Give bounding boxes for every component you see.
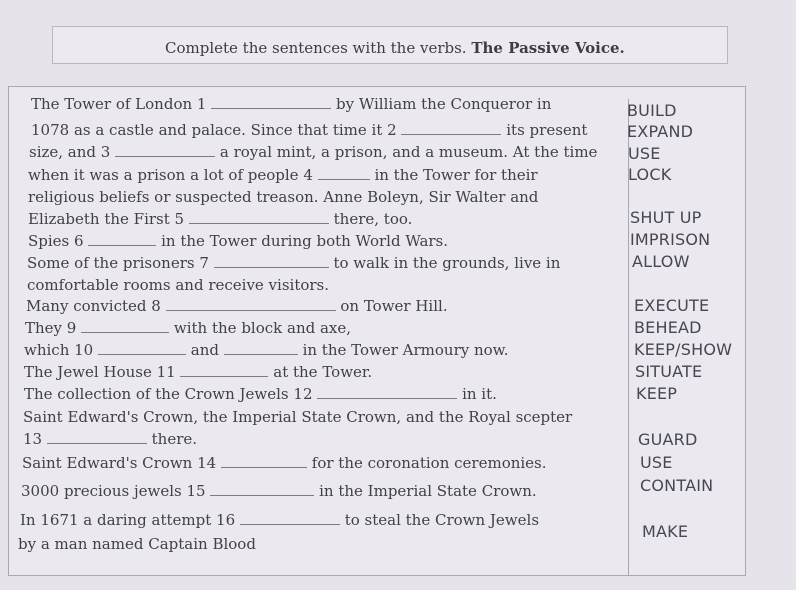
line-text: Saint Edward's Crown, the Imperial State Crown, and the Royal scepter bbox=[23, 408, 573, 426]
line-text: for the coronation ceremonies. bbox=[311, 454, 547, 472]
answer-blank-1[interactable] bbox=[211, 96, 331, 109]
sentence-line-7 bbox=[28, 232, 448, 250]
answer-blank-8[interactable] bbox=[166, 298, 336, 311]
line-text: in the Tower for their bbox=[374, 166, 538, 184]
line-text: in it. bbox=[462, 385, 497, 403]
verb-execute: EXECUTE bbox=[634, 296, 710, 315]
line-text: a royal mint, a prison, and a museum. At the time bbox=[219, 143, 598, 161]
sentence-line-10 bbox=[26, 297, 448, 315]
line-text: Some of the prisoners 7 bbox=[27, 254, 209, 272]
line-text: They 9 bbox=[25, 319, 77, 337]
sentence-line-11 bbox=[25, 319, 351, 337]
instruction-text: Complete the sentences with the verbs. bbox=[165, 39, 467, 57]
sentence-line-13 bbox=[24, 363, 372, 381]
sentence-line-6 bbox=[28, 210, 412, 228]
line-text: comfortable rooms and receive visitors. bbox=[27, 276, 330, 294]
answer-blank-5[interactable] bbox=[189, 211, 329, 224]
answer-blank-10b[interactable] bbox=[224, 342, 298, 355]
line-text: when it was a prison a lot of people 4 bbox=[28, 166, 313, 184]
sentence-line-14 bbox=[24, 385, 497, 403]
answer-blank-2[interactable] bbox=[401, 122, 501, 135]
verb-behead: BEHEAD bbox=[634, 318, 702, 337]
sentence-line-8 bbox=[27, 254, 560, 272]
answer-blank-9[interactable] bbox=[81, 320, 169, 333]
verb-allow: ALLOW bbox=[632, 252, 690, 271]
sentence-line-20 bbox=[18, 535, 256, 553]
sentence-line-5 bbox=[28, 188, 538, 206]
verb-make: MAKE bbox=[642, 522, 689, 541]
instruction-emphasis: The Passive Voice. bbox=[471, 39, 625, 57]
verb-contain: CONTAIN bbox=[640, 476, 714, 495]
verb-guard: GUARD bbox=[638, 430, 698, 449]
sentence-line-15 bbox=[23, 408, 572, 426]
sentence-line-9 bbox=[27, 276, 329, 294]
answer-blank-11[interactable] bbox=[180, 364, 268, 377]
answer-blank-14[interactable] bbox=[221, 455, 307, 468]
line-text: Elizabeth the First 5 bbox=[28, 210, 185, 228]
answer-blank-7[interactable] bbox=[214, 255, 329, 268]
verb-keep: KEEP bbox=[636, 384, 678, 403]
line-text: which 10 bbox=[24, 341, 94, 359]
answer-blank-4[interactable] bbox=[318, 167, 370, 180]
line-text: size, and 3 bbox=[29, 143, 111, 161]
line-text: and bbox=[190, 341, 219, 359]
answer-blank-6[interactable] bbox=[88, 233, 156, 246]
line-text: religious beliefs or suspected treason. Anne Boleyn, Sir Walter and bbox=[28, 188, 539, 206]
answer-blank-12[interactable] bbox=[317, 386, 457, 399]
sentence-line-12 bbox=[24, 341, 509, 359]
line-text: The Tower of London 1 bbox=[31, 95, 207, 113]
line-text: 3000 precious jewels 15 bbox=[21, 482, 206, 500]
sentence-line-17 bbox=[22, 454, 547, 472]
line-text: The Jewel House 11 bbox=[24, 363, 176, 381]
verb-expand: EXPAND bbox=[627, 122, 694, 141]
line-text: by a man named Captain Blood bbox=[18, 535, 256, 553]
verb-situate: SITUATE bbox=[635, 362, 703, 381]
line-text: to steal the Crown Jewels bbox=[344, 511, 540, 529]
line-text: to walk in the grounds, live in bbox=[333, 254, 561, 272]
line-text: in the Imperial State Crown. bbox=[319, 482, 537, 500]
line-text: at the Tower. bbox=[273, 363, 373, 381]
verb-use-2: USE bbox=[640, 453, 673, 472]
answer-blank-13[interactable] bbox=[47, 431, 147, 444]
verb-shut-up: SHUT UP bbox=[630, 208, 702, 227]
verb-lock: LOCK bbox=[628, 165, 672, 184]
verb-use: USE bbox=[628, 144, 661, 163]
sentence-line-3 bbox=[29, 143, 597, 161]
line-text: Spies 6 bbox=[28, 232, 84, 250]
line-text: Many convicted 8 bbox=[26, 297, 161, 315]
line-text: in the Tower during both World Wars. bbox=[161, 232, 449, 250]
line-text: by William the Conqueror in bbox=[336, 95, 552, 113]
line-text: there. bbox=[151, 430, 198, 448]
line-text: on Tower Hill. bbox=[340, 297, 448, 315]
verb-keep-show: KEEP/SHOW bbox=[634, 340, 733, 359]
sentence-line-16 bbox=[23, 430, 197, 448]
sentence-line-19 bbox=[20, 511, 539, 529]
verb-build: BUILD bbox=[627, 101, 677, 120]
sentence-line-1 bbox=[31, 95, 551, 113]
answer-blank-16[interactable] bbox=[240, 512, 340, 525]
line-text: there, too. bbox=[333, 210, 413, 228]
verb-imprison: IMPRISON bbox=[630, 230, 711, 249]
instruction-title bbox=[165, 39, 625, 57]
line-text: The collection of the Crown Jewels 12 bbox=[24, 385, 313, 403]
answer-blank-10a[interactable] bbox=[98, 342, 186, 355]
sentence-line-2 bbox=[31, 121, 587, 139]
answer-blank-3[interactable] bbox=[115, 144, 215, 157]
line-text: 13 bbox=[23, 430, 43, 448]
answer-blank-15[interactable] bbox=[210, 483, 314, 496]
line-text: In 1671 a daring attempt 16 bbox=[20, 511, 236, 529]
line-text: its present bbox=[506, 121, 588, 139]
line-text: with the block and axe, bbox=[173, 319, 352, 337]
line-text: 1078 as a castle and palace. Since that time it 2 bbox=[31, 121, 397, 139]
line-text: in the Tower Armoury now. bbox=[302, 341, 509, 359]
sentence-line-4 bbox=[28, 166, 538, 184]
sentence-line-18 bbox=[21, 482, 537, 500]
line-text: Saint Edward's Crown 14 bbox=[22, 454, 217, 472]
